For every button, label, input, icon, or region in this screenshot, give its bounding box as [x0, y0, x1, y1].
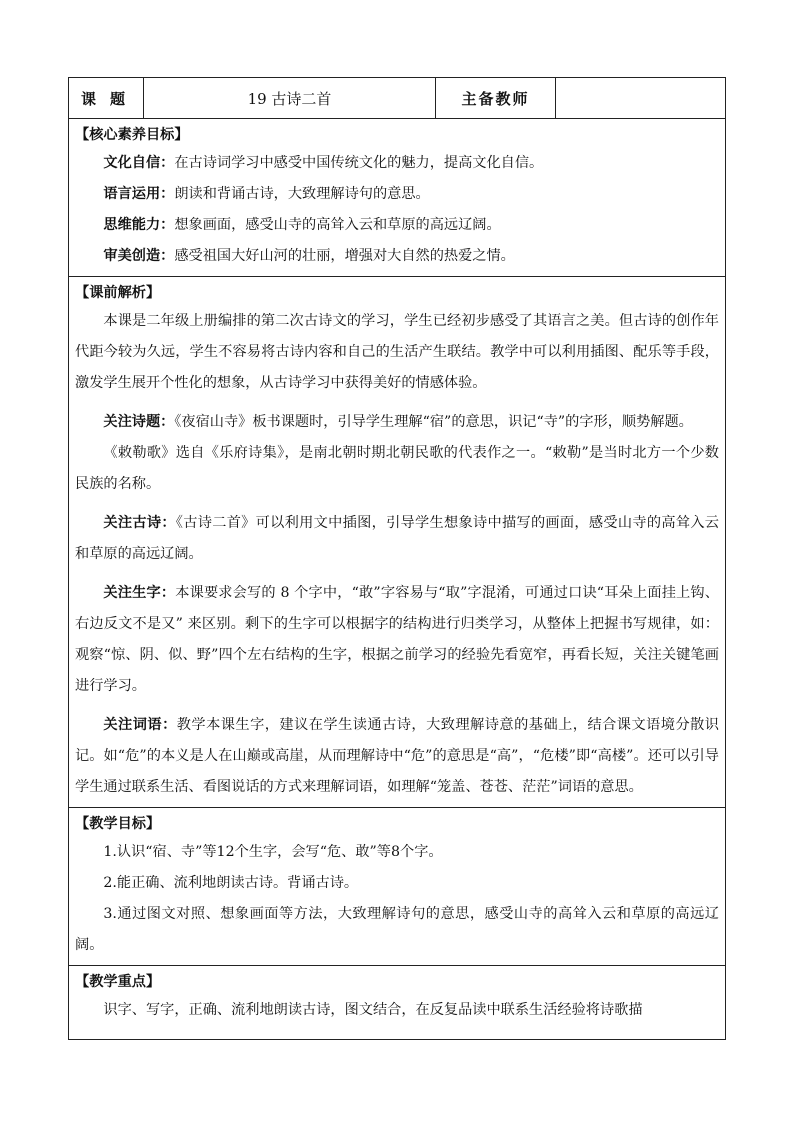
ancient-poem-text: 《古诗二首》可以利用文中插图，引导学生想象诗中描写的画面，感受山寺的高耸入云和草原的高远辽阔。	[75, 515, 719, 562]
core-goals-row	[69, 119, 726, 277]
header-row	[69, 78, 726, 119]
analysis-title: 【课前解析】	[75, 285, 161, 301]
lesson-plan-table	[68, 77, 726, 1040]
teaching-goals-row	[69, 808, 726, 966]
core-goal-text: 在古诗词学习中感受中国传统文化的魅力，提高文化自信。	[174, 155, 544, 171]
words-text: 教学本课生字，建议在学生读通古诗，大致理解诗意的基础上，结合课文语境分散识记。如“危”的本义是人在山巅或高崖，从而理解诗中“危”的意思是“高”，“危楼”即“高楼”。还可以引导学生通过联系生活、看图说话的方式来理解词语，如理解“笼盖、苍苍、茫茫”词语的意思。	[75, 717, 719, 795]
analysis-poem-source: 《敕勒歌》选自《乐府诗集》，是南北朝时期北朝民歌的代表作之一。“敕勒”是当时北方一个少数民族的名称。	[75, 445, 719, 492]
core-goal-text: 感受祖国大好山河的壮丽，增强对大自然的热爱之情。	[174, 248, 515, 264]
core-goal-item	[75, 241, 719, 272]
core-goal-label: 思维能力：	[103, 217, 175, 233]
key-points-title: 【教学重点】	[75, 974, 161, 990]
poem-title-text: 《夜宿山寺》板书课题时，引导学生理解“宿”的意思，识记“寺”的字形，顺势解题。	[174, 414, 693, 430]
analysis-section	[69, 277, 726, 808]
analysis-poem-title	[75, 407, 719, 438]
teaching-goal-item: 1.认识“宿、寺”等12个生字，会写“危、敢”等8个字。	[103, 844, 443, 860]
words-label: 关注词语：	[103, 717, 177, 733]
poem-title-label: 关注诗题：	[103, 414, 175, 430]
analysis-new-chars	[75, 578, 719, 702]
core-goal-label: 审美创造：	[103, 248, 175, 264]
topic-value: 19 古诗二首	[144, 78, 436, 119]
teaching-goal-item: 2.能正确、流利地朗读古诗。背诵古诗。	[103, 875, 359, 891]
core-goal-item	[75, 179, 719, 210]
analysis-ancient-poem	[75, 508, 719, 570]
core-goal-text: 朗读和背诵古诗，大致理解诗句的意思。	[174, 186, 430, 202]
new-chars-label: 关注生字：	[103, 585, 176, 601]
teaching-goals-section	[69, 808, 726, 966]
analysis-words	[75, 710, 719, 803]
core-goal-text: 想象画面，感受山寺的高耸入云和草原的高远辽阔。	[174, 217, 501, 233]
core-goal-item	[75, 210, 719, 241]
core-goal-label: 文化自信：	[103, 155, 175, 171]
topic-label: 课题	[69, 78, 144, 119]
core-goal-label: 语言运用：	[103, 186, 175, 202]
key-points-clip	[75, 995, 719, 1035]
analysis-row	[69, 277, 726, 808]
key-points-section	[69, 966, 726, 1040]
core-goals-title: 【核心素养目标】	[75, 127, 189, 143]
lesson-plan-sheet	[68, 77, 725, 1040]
core-goals-section	[69, 119, 726, 277]
analysis-intro: 本课是二年级上册编排的第二次古诗文的学习，学生已经初步感受了其语言之美。但古诗的创作年代距今较为久远，学生不容易将古诗内容和自己的生活产生联结。教学中可以利用插图、配乐等手段，激发学生展开个性化的想象，从古诗学习中获得美好的情感体验。	[75, 313, 719, 391]
teacher-label: 主备教师	[436, 78, 556, 119]
core-goal-item	[75, 148, 719, 179]
key-points-row	[69, 966, 726, 1040]
key-points-text: 识字、写字，正确、流利地朗读古诗，图文结合，在反复品读中联系生活经验将诗歌描	[103, 1002, 643, 1018]
teacher-value	[556, 78, 726, 119]
teaching-goals-title: 【教学目标】	[75, 816, 161, 832]
teaching-goal-item: 3.通过图文对照、想象画面等方法，大致理解诗句的意思，感受山寺的高耸入云和草原的高远辽阔。	[75, 906, 719, 953]
new-chars-text: 本课要求会写的 8 个字中，“敢”字容易与“取”字混淆，可通过口诀“耳朵上面挂上钩、右边反文不是又” 来区别。剩下的生字可以根据字的结构进行归类学习，从整体上把握书写规律，如：观察“惊、阴、似、野”四个左右结构的生字，根据之前学习的经验先看宽窄，再看长短，关注关键笔画进行学习。	[75, 585, 719, 694]
ancient-poem-label: 关注古诗：	[103, 515, 176, 531]
